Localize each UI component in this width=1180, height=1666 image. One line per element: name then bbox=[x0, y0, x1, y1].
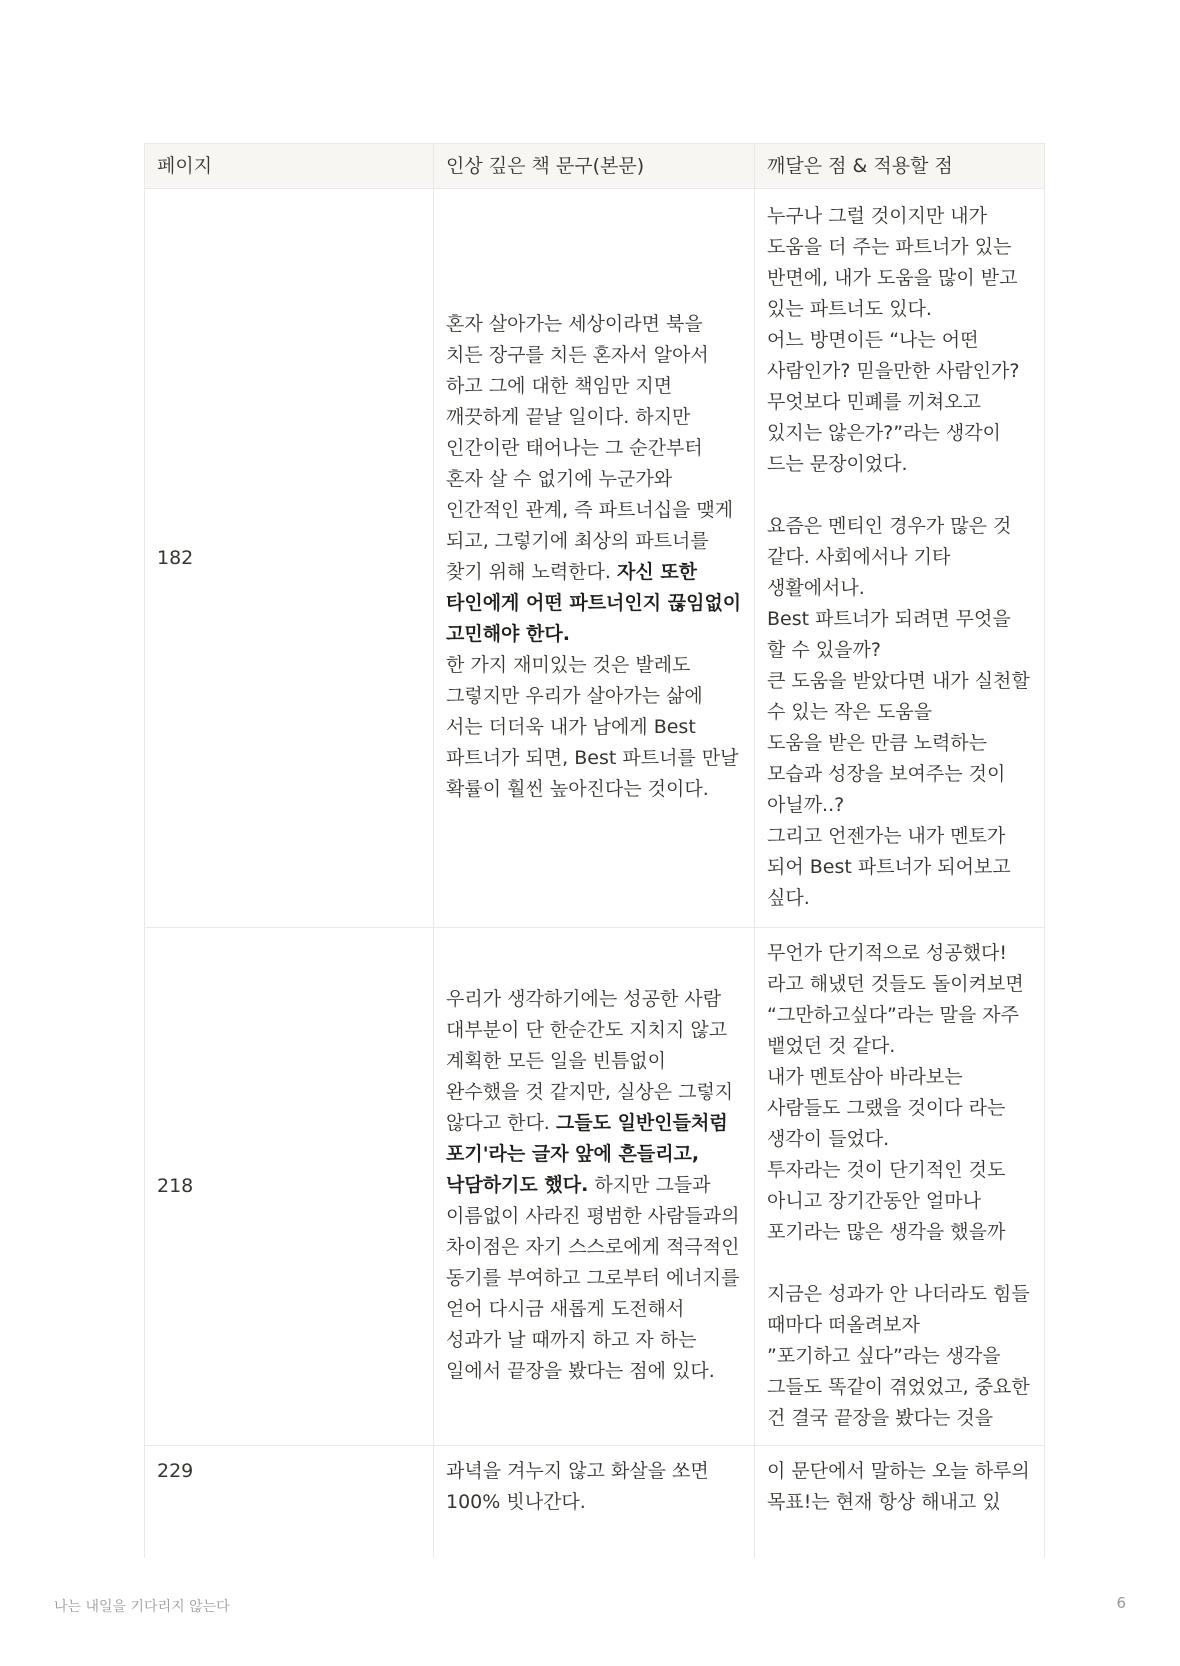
quote-bold: 그들도 일반인들처럼 포기'라는 글자 앞에 흔들리고, 낙담하기도 했다. bbox=[446, 1112, 728, 1196]
page-number-cell: 229 bbox=[145, 1446, 434, 1559]
header-page: 페이지 bbox=[145, 144, 434, 189]
insight-line: 지금은 성과가 안 나더라도 힘들 때마다 떠올려보자 bbox=[767, 1282, 1030, 1336]
insight-line: Best 파트너가 되려면 무엇을 할 수 있을까? bbox=[767, 607, 1011, 661]
table-row bbox=[145, 928, 1045, 1446]
header-insight: 깨달은 점 & 적용할 점 bbox=[755, 144, 1045, 189]
insight-cell: 이 문단에서 말하는 오늘 하루의 목표!는 현재 항상 해내고 있 bbox=[755, 1446, 1045, 1559]
page-number-cell: 182 bbox=[145, 189, 434, 928]
insight-line: 요즘은 멘티인 경우가 많은 것 같다. 사회에서나 기타 생활에서나. bbox=[767, 514, 1012, 599]
insight-line: 어느 방면이든 “나는 어떤 사람인가? 믿을만한 사람인가? 무엇보다 민폐를 끼쳐오고 있지는 않은가?”라는 생각이 드는 문장이었다. bbox=[767, 328, 1020, 475]
reading-notes-table bbox=[144, 143, 1045, 1558]
quote-cell bbox=[434, 189, 755, 928]
insight-line: 투자라는 것이 단기적인 것도 아니고 장기간동안 얼마나 포기라는 많은 생각을 했을까 bbox=[767, 1158, 1006, 1243]
document-title-footer: 나는 내일을 기다리지 않는다 bbox=[54, 1599, 230, 1615]
insight-cell bbox=[755, 928, 1045, 1446]
table-header-row bbox=[145, 144, 1045, 189]
insight-line: 내가 멘토삼아 바라보는 사람들도 그랬을 것이다 라는 생각이 들었다. bbox=[767, 1065, 1006, 1150]
table-row bbox=[145, 1446, 1045, 1559]
insight-blank-line bbox=[767, 480, 1032, 511]
quote-text: 하지만 그들과 이름없이 사라진 평범한 사람들과의 차이점은 자기 스스로에게 적극적인 동기를 부여하고 그로부터 에너지를 얻어 다시금 새롭게 도전해서 성과가 날 때까지 하고 자 하는 일에서 끝장을 봤다는 점에 있다. bbox=[446, 1174, 740, 1382]
quote-bold: 자신 또한 타인에게 어떤 파트너인지 끊임없이 고민해야 한다. bbox=[446, 561, 742, 645]
insight-line: 그리고 언젠가는 내가 멘토가 되어 Best 파트너가 되어보고 싶다. bbox=[767, 824, 1011, 909]
insight-line: 누구나 그럴 것이지만 내가 도움을 더 주는 파트너가 있는 반면에, 내가 도움을 많이 받고 있는 파트너도 있다. bbox=[767, 204, 1018, 320]
quote-cell bbox=[434, 928, 755, 1446]
table-row bbox=[145, 189, 1045, 928]
insight-line: 도움을 받은 만큼 노력하는 모습과 성장을 보여주는 것이 아닐까..? bbox=[767, 731, 1006, 816]
insight-blank-line bbox=[767, 1248, 1032, 1279]
page-number-cell: 218 bbox=[145, 928, 434, 1446]
quote-cell: 과녁을 겨누지 않고 화살을 쏘면 100% 빗나간다. bbox=[434, 1446, 755, 1559]
page-number-footer: 6 bbox=[1116, 1594, 1126, 1612]
header-quote: 인상 깊은 책 문구(본문) bbox=[434, 144, 755, 189]
insight-line: 큰 도움을 받았다면 내가 실천할 수 있는 작은 도움을 bbox=[767, 669, 1030, 723]
insight-line: 무언가 단기적으로 성공했다! 라고 해냈던 것들도 돌이켜보면 “그만하고싶다”라는 말을 자주 뱉었던 것 같다. bbox=[767, 941, 1024, 1057]
quote-text-tail: 한 가지 재미있는 것은 발레도 그렇지만 우리가 살아가는 삶에 서는 더더욱 내가 남에게 Best 파트너가 되면, Best 파트너를 만날 확률이 훨씬 높아진다는 것이다. bbox=[446, 654, 739, 800]
quote-text: 혼자 살아가는 세상이라면 북을 치든 장구를 치든 혼자서 알아서 하고 그에 대한 책임만 지면 깨끗하게 끝날 일이다. 하지만 인간이란 태어나는 그 순간부터 혼자 살 수 없기에 누군가와 인간적인 관계, 즉 파트너십을 맺게 되고, 그렇기에 최상의 파트너를 찾기 위해 노력한다. bbox=[446, 313, 734, 583]
insight-line: ”포기하고 싶다”라는 생각을 그들도 똑같이 겪었었고, 중요한 건 결국 끝장을 봤다는 것을 bbox=[767, 1344, 1030, 1429]
insight-cell bbox=[755, 189, 1045, 928]
quote-text: 우리가 생각하기에는 성공한 사람 대부분이 단 한순간도 지치지 않고 계획한 모든 일을 빈틈없이 완수했을 것 같지만, 실상은 그렇지 않다고 한다. bbox=[446, 988, 734, 1134]
